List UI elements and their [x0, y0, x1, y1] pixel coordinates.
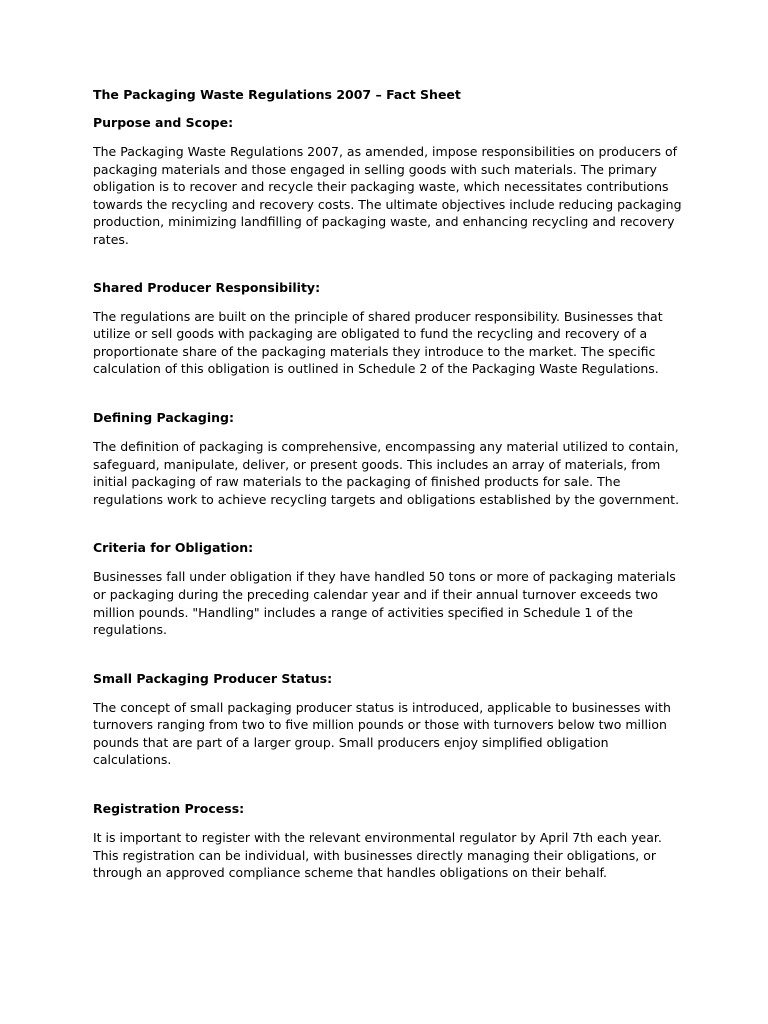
section-small-packaging-producer-status [93, 670, 683, 769]
section-paragraph: It is important to register with the relevant environmental regulator by April 7th each year. This registration can be individual, with businesses directly managing their obligations, or through an approved compliance scheme that handles obligations on their behalf. [93, 830, 662, 881]
section-defining-packaging [93, 409, 683, 508]
document-title: The Packaging Waste Regulations 2007 – Fact Sheet [93, 87, 461, 102]
section-shared-producer-responsibility [93, 279, 683, 378]
document-page [93, 86, 683, 882]
section-paragraph: The definition of packaging is comprehensive, encompassing any material utilized to contain, safeguard, manipulate, deliver, or present goods. This includes an array of materials, from initial packaging of raw materials to the packaging of finished products for sale. The regulations work to achieve recycling targets and obligations established by the government. [93, 438, 680, 507]
section-heading: Registration Process: [93, 801, 245, 817]
section-paragraph: The regulations are built on the principle of shared producer responsibility. Businesses that utilize or sell goods with packaging are obligated to fund the recycling and recovery of a proportionate share of the packaging materials they introduce to the market. The specific calculation of this obligation is outlined in Schedule 2 of the Packaging Waste Regulations. [93, 308, 663, 377]
section-heading: Small Packaging Producer Status: [93, 670, 333, 686]
section-paragraph: Businesses fall under obligation if they have handled 50 tons or more of packaging materials or packaging during the preceding calendar year and if their annual turnover exceeds two million pounds. "Handling" includes a range of activities specified in Schedule 1 of the regulations. [93, 569, 676, 638]
section-registration-process [93, 800, 683, 882]
section-heading: Purpose and Scope: [93, 115, 234, 130]
section-heading: Criteria for Obligation: [93, 540, 254, 556]
section-heading: Defining Packaging: [93, 409, 234, 425]
section-criteria-for-obligation [93, 539, 683, 638]
section-paragraph: The concept of small packaging producer status is introduced, applicable to businesses with turnovers ranging from two to five million pounds or those with turnovers below two million pounds that are part of a larger group. Small producers enjoy simplified obligation calculations. [93, 699, 671, 768]
section-heading: Shared Producer Responsibility: [93, 279, 321, 295]
section-paragraph: The Packaging Waste Regulations 2007, as amended, impose responsibilities on producers of packaging materials and those engaged in selling goods with such materials. The primary obligation is to recover and recycle their packaging waste, which necessitates contributions towards the recycling and recovery costs. The ultimate objectives include reducing packaging production, minimizing landfilling of packaging waste, and enhancing recycling and recovery rates. [93, 144, 682, 247]
section-purpose-and-scope [93, 114, 683, 249]
